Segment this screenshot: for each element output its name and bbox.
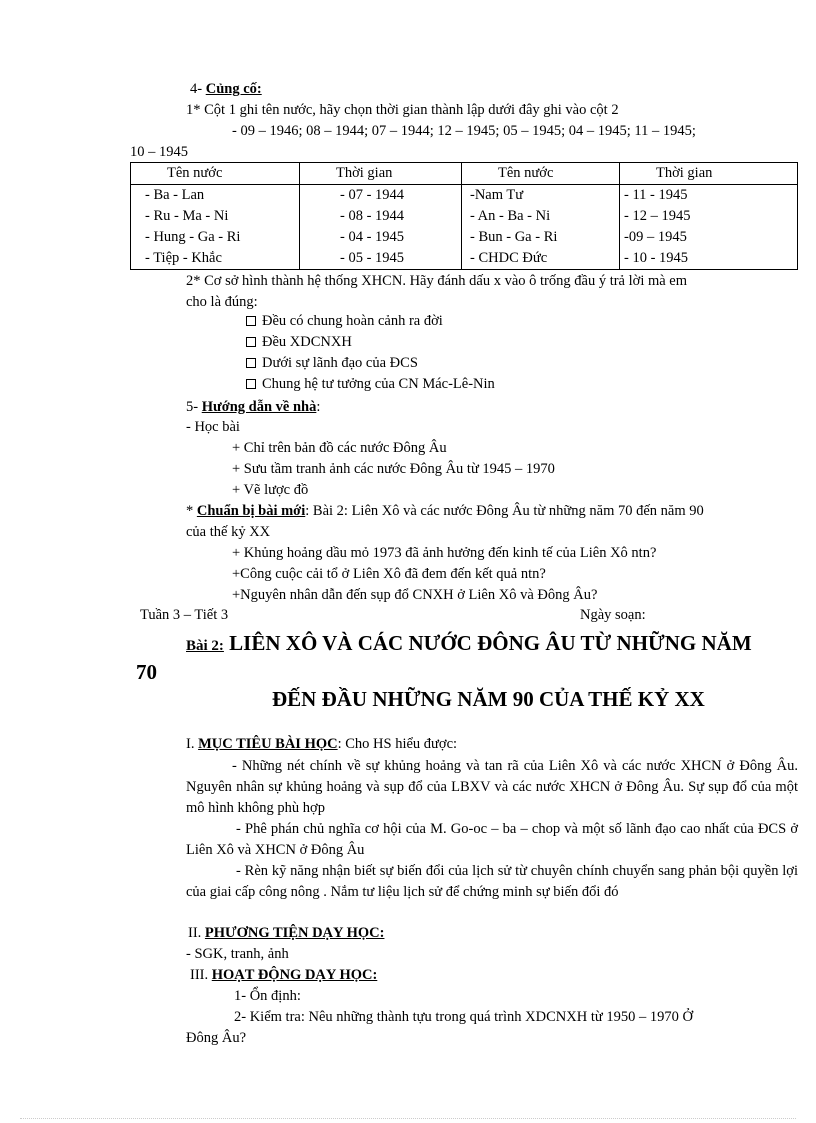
lesson-title: Bài 2: LIÊN XÔ VÀ CÁC NƯỚC ĐÔNG ÂU TỪ NHỮNG NĂM bbox=[186, 631, 752, 655]
table-cell: - 04 - 1945 bbox=[300, 227, 462, 248]
activities-title: HOẠT ĐỘNG DẠY HỌC: bbox=[211, 967, 378, 983]
activity-step-cont: Đông Âu? bbox=[186, 1030, 247, 1046]
activities-heading: III. HOẠT ĐỘNG DẠY HỌC: bbox=[190, 967, 378, 983]
section-5-title: Hướng dẫn về nhà bbox=[201, 399, 317, 415]
lesson-title-line-2: ĐẾN ĐẦU NHỮNG NĂM 90 CỦA THẾ KỶ XX bbox=[272, 687, 705, 711]
option-label: Đều có chung hoàn cảnh ra đời bbox=[262, 313, 443, 329]
table-row bbox=[131, 185, 798, 207]
homework-item: + Sưu tầm tranh ảnh các nước Đông Âu từ 1945 – 1970 bbox=[232, 461, 555, 477]
table-header-cell: Thời gian bbox=[620, 163, 798, 185]
table-cell: - Hung - Ga - Ri bbox=[131, 227, 300, 248]
checkbox[interactable] bbox=[246, 379, 256, 389]
table-header-cell: Tên nước bbox=[462, 163, 620, 185]
materials-heading: II. PHƯƠNG TIỆN DẠY HỌC: bbox=[188, 925, 385, 941]
checkbox[interactable] bbox=[246, 316, 256, 326]
option-item[interactable] bbox=[246, 312, 443, 330]
table-cell: - 07 - 1944 bbox=[300, 185, 462, 207]
table-cell: -Nam Tư bbox=[462, 185, 620, 207]
table-cell: - 05 - 1945 bbox=[300, 248, 462, 270]
table-cell: - An - Ba - Ni bbox=[462, 206, 620, 227]
activity-step: 2- Kiểm tra: Nêu những thành tựu trong quá trình XDCNXH từ 1950 – 1970 Ở bbox=[234, 1009, 693, 1025]
option-label: Dưới sự lãnh đạo của ĐCS bbox=[262, 355, 418, 371]
table-cell: - CHDC Đức bbox=[462, 248, 620, 270]
question-2-cont: cho là đúng: bbox=[186, 294, 258, 310]
question-1: 1* Cột 1 ghi tên nước, hãy chọn thời gian thành lập dưới đây ghi vào cột 2 bbox=[186, 102, 619, 118]
option-item[interactable] bbox=[246, 354, 418, 372]
activity-step: 1- Ổn định: bbox=[234, 988, 301, 1004]
section-5-heading: 5- Hướng dẫn về nhà: bbox=[186, 399, 321, 415]
table-row bbox=[131, 227, 798, 248]
section-4-title: Củng cố: bbox=[205, 81, 262, 97]
question-1-dates: - 09 – 1946; 08 – 1944; 07 – 1944; 12 – 1945; 05 – 1945; 04 – 1945; 11 – 1945; bbox=[232, 123, 696, 139]
lesson-label: Bài 2: bbox=[186, 638, 224, 654]
table-cell: - Ru - Ma - Ni bbox=[131, 206, 300, 227]
objective-paragraph: - Rèn kỹ năng nhận biết sự biến đổi của lịch sử từ chuyên chính chuyển sang phản bội quyền lợi của giai cấp công nông . Nắm tư liệu lịch sử để chứng minh sự biến đổi đó bbox=[186, 863, 798, 900]
objectives-heading: I. MỤC TIÊU BÀI HỌC: Cho HS hiểu được: bbox=[186, 736, 458, 752]
prep-title: Chuẩn bị bài mới bbox=[196, 503, 306, 519]
page-bottom-divider bbox=[20, 1118, 796, 1119]
table-cell: - 08 - 1944 bbox=[300, 206, 462, 227]
objectives-title: MỤC TIÊU BÀI HỌC bbox=[198, 736, 338, 752]
table-cell: - 11 - 1945 bbox=[620, 185, 798, 207]
table-cell: -09 – 1945 bbox=[620, 227, 798, 248]
lesson-title-cont: 70 bbox=[136, 660, 157, 684]
objective-paragraph: - Những nét chính về sự khủng hoảng và tan rã của Liên Xô và các nước XHCN ở Đông Âu. Nguyên nhân sự khủng hoảng và sụp đổ của LBXV và các nước XHCN ở Đông Âu. Sự sụp đổ của một mô hình không phù hợp bbox=[186, 758, 798, 816]
question-2: 2* Cơ sở hình thành hệ thống XHCN. Hãy đánh dấu x vào ô trống đầu ý trả lời mà em bbox=[186, 273, 688, 289]
hoc-bai: - Học bài bbox=[186, 419, 240, 435]
table-cell: - 12 – 1945 bbox=[620, 206, 798, 227]
prep-item: +Nguyên nhân dẫn đến sụp đổ CNXH ở Liên Xô và Đông Âu? bbox=[232, 587, 598, 603]
table-row bbox=[131, 248, 798, 270]
question-1-dates-cont: 10 – 1945 bbox=[130, 144, 188, 160]
option-label: Đều XDCNXH bbox=[262, 334, 352, 350]
option-item[interactable] bbox=[246, 333, 352, 351]
checkbox[interactable] bbox=[246, 358, 256, 368]
table-header-row bbox=[131, 163, 798, 185]
materials-item: - SGK, tranh, ảnh bbox=[186, 946, 289, 962]
date-label: Ngày soạn: bbox=[580, 607, 646, 623]
checkbox[interactable] bbox=[246, 337, 256, 347]
prep-item: + Khủng hoảng dầu mỏ 1973 đã ảnh hưởng đến kinh tế của Liên Xô ntn? bbox=[232, 545, 657, 561]
materials-title: PHƯƠNG TIỆN DẠY HỌC: bbox=[204, 925, 385, 941]
table-header-cell: Thời gian bbox=[300, 163, 462, 185]
homework-item: + Vẽ lược đồ bbox=[232, 482, 309, 498]
option-label: Chung hệ tư tưởng của CN Mác-Lê-Nin bbox=[262, 376, 495, 392]
table-cell: - Tiệp - Khắc bbox=[131, 248, 300, 270]
week-label: Tuần 3 – Tiết 3 bbox=[140, 607, 229, 623]
country-date-table bbox=[130, 162, 798, 270]
table-cell: - Bun - Ga - Ri bbox=[462, 227, 620, 248]
table-row bbox=[131, 206, 798, 227]
table-cell: - 10 - 1945 bbox=[620, 248, 798, 270]
prep-heading: * Chuẩn bị bài mới: Bài 2: Liên Xô và các nước Đông Âu từ những năm 70 đến năm 90 bbox=[186, 503, 704, 519]
homework-item: + Chỉ trên bản đồ các nước Đông Âu bbox=[232, 440, 447, 456]
section-4-heading: 4- Củng cố: bbox=[190, 81, 262, 97]
table-cell: - Ba - Lan bbox=[131, 185, 300, 207]
prep-text-cont: của thế kỷ XX bbox=[186, 524, 271, 540]
table-header-cell: Tên nước bbox=[131, 163, 300, 185]
prep-item: +Công cuộc cải tổ ở Liên Xô đã đem đến kết quả ntn? bbox=[232, 566, 546, 582]
option-item[interactable] bbox=[246, 375, 495, 393]
objective-paragraph: - Phê phán chủ nghĩa cơ hội của M. Go-oc – ba – chop và một số lãnh đạo cao nhất của ĐCS ở Liên Xô và XHCN ở Đông Âu bbox=[186, 821, 798, 858]
